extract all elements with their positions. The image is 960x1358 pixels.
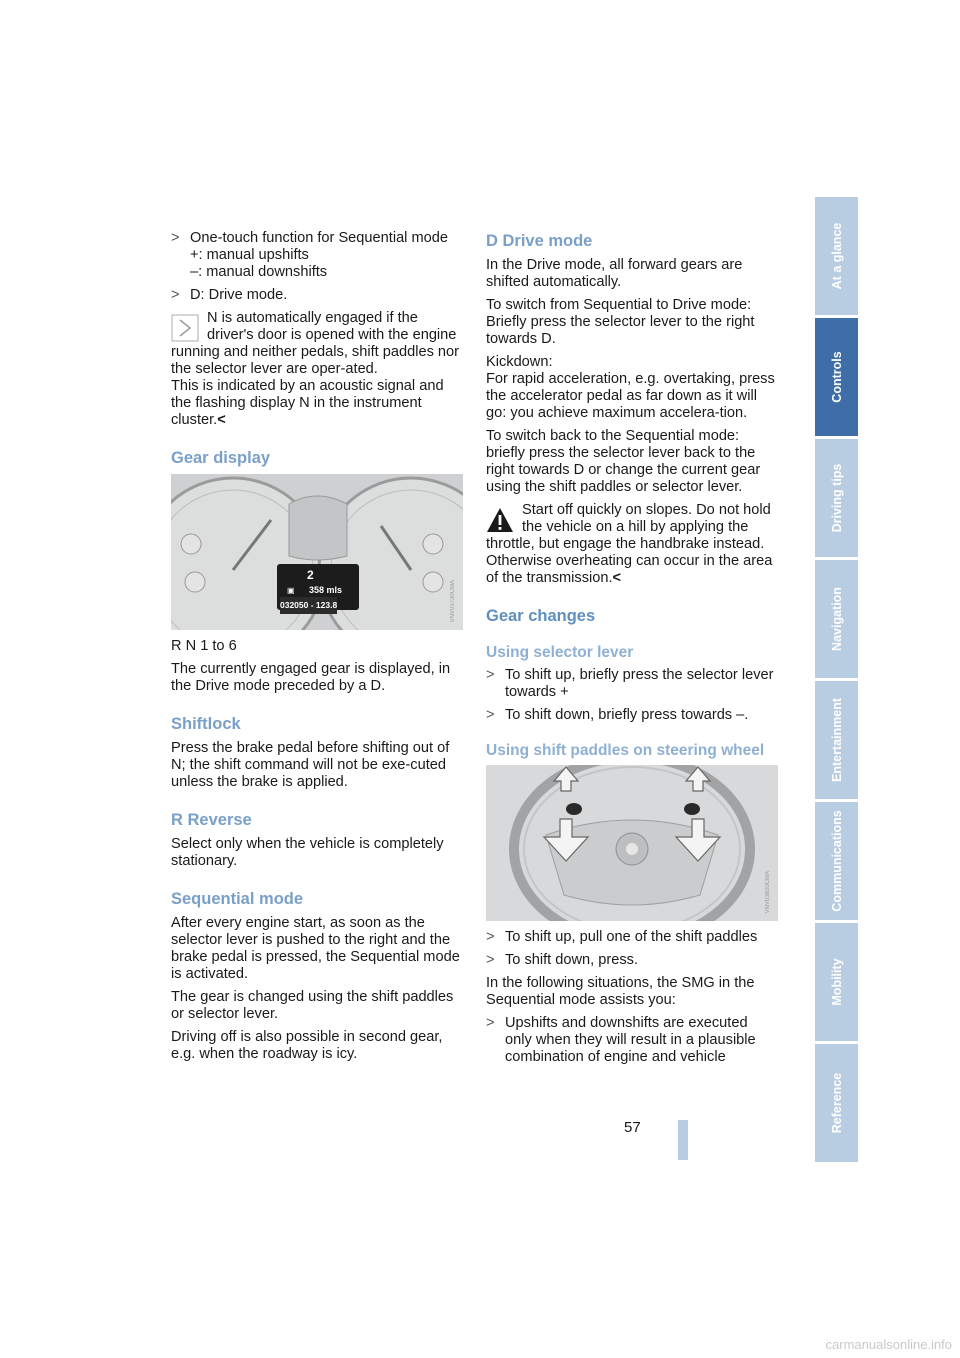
note-text: N is automatically engaged if the driver's door is opened with the engine running and neither pedals, shift paddles nor the selector lever are oper-ated. This is indicated by an acoustic signal and the flashing display N in the instrument cluster. bbox=[171, 310, 460, 428]
heading-reverse: R Reverse bbox=[171, 811, 252, 829]
heading-sequential-mode: Sequential mode bbox=[171, 890, 304, 908]
page-number: 57 bbox=[624, 1119, 641, 1136]
image-code: VNV03730CMA bbox=[450, 579, 456, 622]
bullet-text: To shift down, briefly press towards –. bbox=[505, 707, 749, 723]
sequential-text-3: Driving off is also possible in second gear, e.g. when the roadway is icy. bbox=[171, 1029, 443, 1062]
tab-label: Controls bbox=[829, 351, 844, 403]
heading-gear-display: Gear display bbox=[171, 449, 271, 467]
tab-mobility[interactable] bbox=[815, 923, 858, 1041]
sequential-text-1: After every engine start, as soon as the selector lever is pushed to the right and the brake pedal is pressed, the Sequential mode is activated. bbox=[171, 915, 460, 982]
tab-communications[interactable] bbox=[815, 802, 858, 920]
heading-using-selector-lever: Using selector lever bbox=[486, 644, 634, 661]
cluster-odometer-value: 032050 - 123.8 bbox=[280, 597, 337, 614]
bullet-text: To shift up, briefly press the selector lever towards + bbox=[505, 667, 774, 700]
end-mark: < bbox=[612, 570, 622, 586]
kickdown-text: Kickdown: For rapid acceleration, e.g. overtaking, press the accelerator pedal as far down as it will go: you achieve maximum accelera-tion. bbox=[486, 354, 775, 421]
tab-label: At a glance bbox=[829, 222, 844, 290]
reverse-text: Select only when the vehicle is completely stationary. bbox=[171, 836, 444, 869]
tab-label: Navigation bbox=[829, 587, 844, 651]
tab-label: Entertainment bbox=[829, 697, 844, 783]
heading-shiftlock: Shiftlock bbox=[171, 715, 241, 733]
bullet-drive-mode bbox=[171, 287, 463, 304]
bullet-text: To shift down, press. bbox=[505, 952, 639, 968]
cluster-range-value: 358 mls bbox=[309, 585, 343, 595]
left-column bbox=[171, 230, 463, 1069]
end-mark: < bbox=[217, 412, 226, 428]
tab-reference[interactable] bbox=[815, 1044, 858, 1162]
heading-drive-mode: D Drive mode bbox=[486, 232, 593, 250]
bullet-text: Upshifts and downshifts are executed only when they will result in a plausible combination of engine and vehicle bbox=[505, 1015, 756, 1065]
gear-range-text: R N 1 to 6 bbox=[171, 638, 237, 654]
warning-block bbox=[486, 502, 778, 587]
warning-triangle-icon bbox=[486, 506, 514, 534]
tab-entertainment[interactable] bbox=[815, 681, 858, 799]
bullet-shift-down-lever bbox=[486, 707, 778, 724]
steering-wheel-figure bbox=[486, 765, 778, 921]
gear-display-text: The currently engaged gear is displayed, in the Drive mode preceded by a D. bbox=[171, 661, 451, 694]
heading-using-shift-paddles: Using shift paddles on steering wheel bbox=[486, 742, 765, 759]
warning-text: Start off quickly on slopes. Do not hold the vehicle on a hill by applying the throttle, but engage the handbrake instead. Otherwise overheating can occur in the area of the transmission. bbox=[486, 502, 773, 586]
bullet-shift-down-paddle bbox=[486, 952, 778, 969]
drive-text-4: To switch back to the Sequential mode: briefly press the selector lever back to the right towards D or change the current gear using the shift paddles or selector lever. bbox=[486, 428, 761, 495]
bullet-sequential-one-touch bbox=[171, 230, 463, 281]
fuel-pump-icon: ▣ bbox=[287, 586, 295, 595]
tab-controls[interactable] bbox=[815, 318, 858, 436]
chapter-tabs bbox=[815, 197, 858, 1165]
tab-label: Mobility bbox=[829, 958, 844, 1006]
note-block bbox=[171, 310, 463, 429]
shiftlock-text: Press the brake pedal before shifting out of N; the shift command will not be exe-cuted unless the brake is applied. bbox=[171, 740, 450, 790]
bullet-shift-up-paddle bbox=[486, 929, 778, 946]
drive-text-2: To switch from Sequential to Drive mode: Briefly press the selector lever to the right towards D. bbox=[486, 297, 755, 347]
heading-gear-changes: Gear changes bbox=[486, 607, 596, 625]
right-column bbox=[486, 230, 778, 1072]
tab-driving-tips[interactable] bbox=[815, 439, 858, 557]
image-code: VNV03820CMA bbox=[765, 870, 771, 913]
tab-navigation[interactable] bbox=[815, 560, 858, 678]
bullet-text: To shift up, pull one of the shift paddles bbox=[505, 929, 758, 945]
page-marker-bar bbox=[678, 1120, 688, 1160]
tab-at-a-glance[interactable] bbox=[815, 197, 858, 315]
steering-wheel-illustration bbox=[486, 765, 778, 921]
bullet-text: D: Drive mode. bbox=[190, 287, 288, 303]
note-arrow-icon bbox=[171, 314, 199, 342]
tab-label: Communications bbox=[829, 810, 844, 912]
tab-label: Reference bbox=[829, 1072, 844, 1134]
cluster-gear-value: 2 bbox=[307, 568, 314, 582]
sequential-text-2: The gear is changed using the shift paddles or selector lever. bbox=[171, 989, 454, 1022]
smg-assist-text: In the following situations, the SMG in the Sequential mode assists you: bbox=[486, 975, 755, 1008]
bullet-shift-up-lever bbox=[486, 667, 778, 701]
bullet-text: One-touch function for Sequential mode +: manual upshifts –: manual downshifts bbox=[190, 230, 448, 280]
drive-text-1: In the Drive mode, all forward gears are shifted automatically. bbox=[486, 257, 743, 290]
gear-display-figure bbox=[171, 474, 463, 630]
bullet-plausible-shifts bbox=[486, 1015, 778, 1066]
tab-label: Driving tips bbox=[829, 463, 844, 533]
watermark: carmanualsonline.info bbox=[825, 1337, 952, 1352]
